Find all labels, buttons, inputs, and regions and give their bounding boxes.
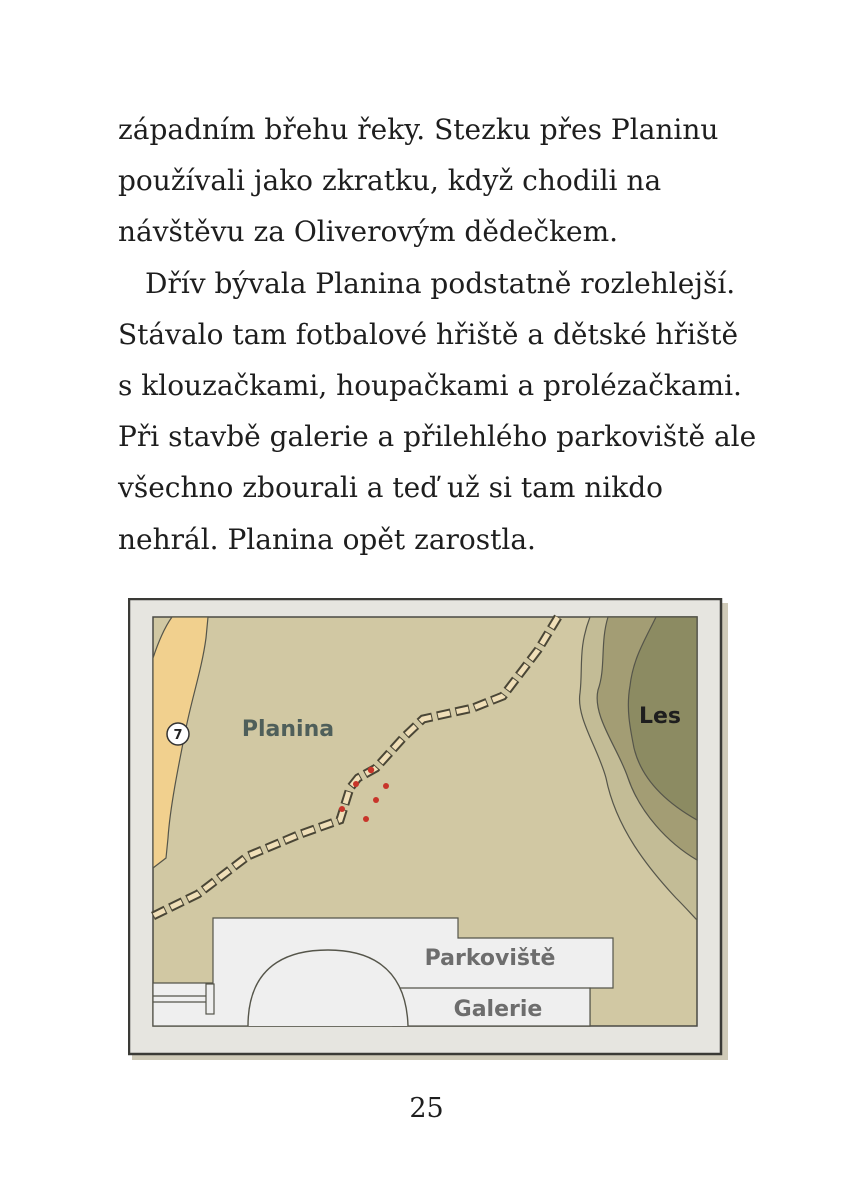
page-number: 25: [409, 1093, 444, 1124]
les-label: Les: [638, 704, 682, 729]
footprint-dot: [383, 783, 389, 789]
map-svg: [128, 598, 728, 1060]
galerie-label: Galerie: [453, 997, 543, 1022]
text-line: nehrál. Planina opět zarostla.: [118, 522, 536, 556]
text-line: návštěvu za Oliverovým dědečkem.: [118, 215, 619, 249]
text-line: Při stavbě galerie a přilehlého parkoviště ale: [118, 420, 757, 454]
body-text: [118, 104, 778, 565]
text-line: všechno zbourali a teď už si tam nikdo: [118, 471, 664, 505]
map-illustration: [128, 598, 728, 1060]
parkoviste-label: Parkoviště: [424, 946, 556, 971]
text-line: používali jako zkratku, když chodili na: [118, 164, 662, 198]
footprint-dot: [353, 781, 359, 787]
road-number-label: 7: [173, 728, 183, 743]
planina-label: Planina: [241, 717, 335, 742]
text-line: Stávalo tam fotbalové hřiště a dětské hřiště: [118, 317, 739, 351]
footprint-dot: [373, 797, 379, 803]
gate-post: [206, 984, 214, 1014]
footprint-dot: [363, 816, 369, 822]
footprint-dot: [339, 806, 345, 812]
footprint-dot: [368, 767, 374, 773]
paragraph: [118, 258, 778, 565]
text-line: západním břehu řeky. Stezku přes Planinu: [118, 113, 719, 146]
paragraph: [118, 104, 778, 258]
text-line: Dřív bývala Planina podstatně rozlehlejší.: [145, 266, 736, 300]
text-line: s klouzačkami, houpačkami a prolézačkami.: [118, 369, 742, 403]
